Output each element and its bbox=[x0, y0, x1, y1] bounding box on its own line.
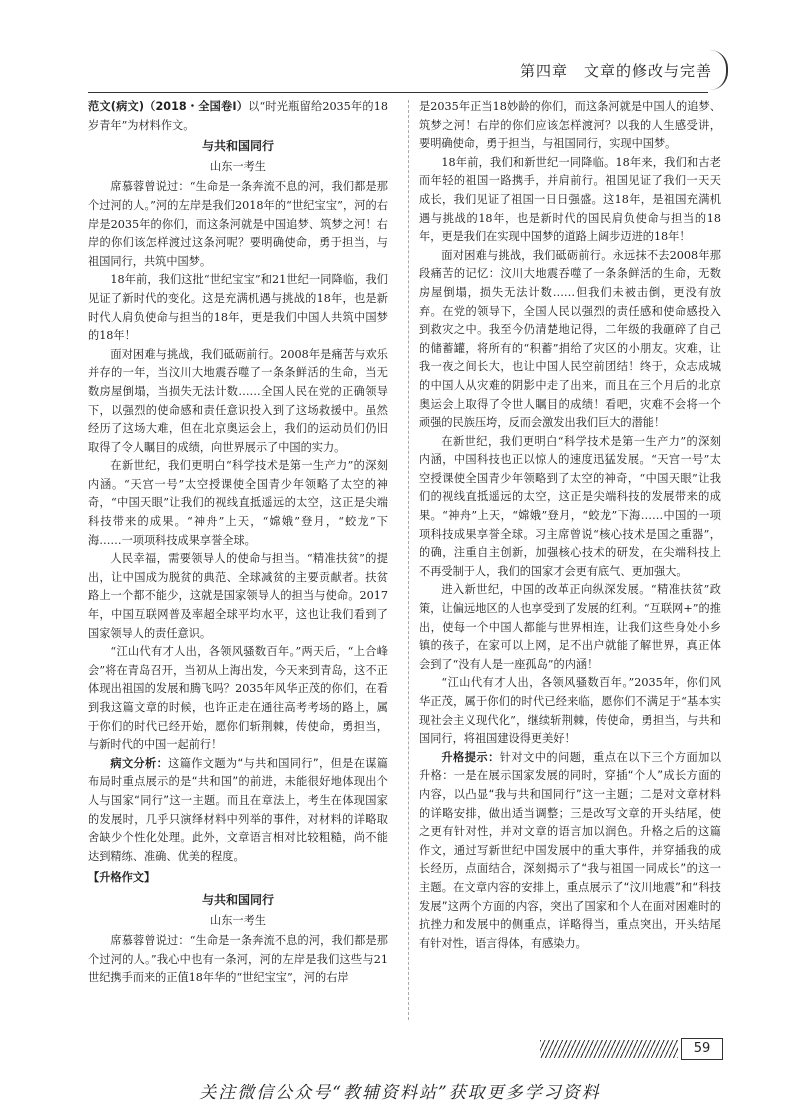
left-column bbox=[88, 98, 388, 988]
hint-paragraph bbox=[419, 749, 721, 954]
header-rule bbox=[88, 92, 708, 93]
essay1-paragraph: 面对困难与挑战，我们砥砺前行。2008年是痛苦与欢乐并存的一年，当汶川大地震吞噬了一条条鲜活的生命，当无数房屋倒塌，当损失无法计数……全国人民在党的正确领导下，以强烈的使命感和责任意识投入到了这场救援中。虽然经历了这场大难，但在北京奥运会上，我们的运动员们仍旧取得了令人瞩目的成绩，向世界展示了中国的实力。 bbox=[88, 347, 388, 454]
header-bracket-decoration bbox=[710, 50, 728, 90]
essay2-paragraph: 18年前，我们和新世纪一同降临。18年来，我们和古老而年轻的祖国一路携手，并肩前行。祖国见证了我们一天天成长，我们见证了祖国一日日强盛。这18年，是祖国充满机遇与挑战的18年，也是新时代的国民肩负使命与担当的18年，更是我们在实现中国梦的道路上阔步迈进的18年！ bbox=[419, 155, 721, 244]
essay2-paragraph: 进入新世纪，中国的改革正向纵深发展。“精准扶贫”政策，让偏远地区的人也享受到了发展的红利。“互联网+”的推出，使每一个中国人都能与世界相连，让我们这些身处小乡镇的孩子，在家可以上网，足不出户就能了解世界，真正体会到了“没有人是一座孤岛”的内涵！ bbox=[419, 583, 721, 671]
analysis-label: 病文分析： bbox=[110, 756, 169, 770]
essay2-paragraph: “江山代有才人出，各领风骚数百年。”2035年，你们风华正茂，属于你们的时代已经来临，愿你们不满足于“基本实现社会主义现代化”，继续斩荆棘，传使命，勇担当，与共和国同行，将祖国建设得更美好！ bbox=[419, 676, 721, 746]
footer-note: 关注微信公众号“教辅资料站”获取更多学习资料 bbox=[199, 1083, 601, 1103]
intro-text: 以“时光瓶留给2035年的18岁青年”为材料作文。 bbox=[88, 100, 388, 132]
essay1-paragraph: 席慕蓉曾说过：“生命是一条奔流不息的河，我们都是那个过河的人。”河的左岸是我们2018年的“世纪宝宝”，河的右岸是2035年的你们，而这条河就是中国追梦、筑梦之河！右岸的你们该怎样渡过这条河呢？要明确使命，勇于担当，与祖国同行，共筑中国梦。 bbox=[88, 180, 388, 268]
analysis-paragraph bbox=[88, 755, 388, 867]
intro-source: （2018・全国卷Ⅰ） bbox=[143, 100, 249, 113]
column-divider bbox=[408, 100, 409, 1020]
essay1-paragraph: 在新世纪，我们更明白“科学技术是第一生产力”的深刻内涵。“天宫一号”太空授课使全国青少年领略了太空的神奇，“中国天眼”让我们的视线直抵遥远的太空，这正是尖端科技带来的成果。“神舟”上天，“嫦娥”登月，“蛟龙”下海……一项项科技成果享誉全球。 bbox=[88, 459, 388, 547]
essay2-title: 与共和国同行 bbox=[201, 892, 274, 907]
essay2-paragraph: 席慕蓉曾说过：“生命是一条奔流不息的河，我们都是那个过河的人。”我心中也有一条河，河的左岸是我们这些与21世纪携手而来的正值18年华的“世纪宝宝”，河的右岸 bbox=[88, 934, 388, 985]
essay2-author: 山东一考生 bbox=[210, 913, 266, 927]
chapter-header: 第四章 文章的修改与完善 bbox=[519, 62, 712, 80]
essay1-paragraph: 人民幸福，需要领导人的使命与担当。“精准扶贫”的提出，让中国成为脱贫的典范、全球减贫的主要贡献者。扶贫路上一个都不能少，这就是国家领导人的担当与使命。2017年，中国互联网普及率超全球平均水平，这也让我们看到了国家领导人的责任意识。 bbox=[88, 552, 388, 640]
essay2-paragraph: 在新世纪，我们更明白“科学技术是第一生产力”的深刻内涵，中国科技也正以惊人的速度迅猛发展。“天宫一号”太空授课使全国青少年领略到了太空的神奇，“中国天眼”让我们的视线直抵遥远的太空，这正是尖端科技的发展带来的成果。“神舟”上天，“嫦娥”登月，“蛟龙”下海……中国的一项项科技成果享誉全球。习主席曾说“核心技术是国之重器”，的确，注重自主创新，加强核心技术的研发，在尖端科技上不再受制于人，我们的国家才会更有底气、更加强大。 bbox=[419, 434, 721, 578]
upgrade-section-label: 【升格作文】 bbox=[88, 871, 156, 885]
essay1-title: 与共和国同行 bbox=[201, 139, 274, 154]
hint-text: 针对文中的问题，重点在以下三个方面加以升格：一是在展示国家发展的同时，穿插“个人”成长方面的内容，以凸显“我与共和国同行”这一主题；二是对文章材料的详略安排，做出适当调整；三是改写文章的开头结尾，使之更有针对性，并对文章的语言加以润色。升格之后的这篇作文，通过写新世纪中国发展中的重大事件，并穿插我的成长经历，点面结合，深刻揭示了“我与祖国一同成长”的这一主题。在文章内容的安排上，重点展示了“汶川地震”和“科技发展”这两个方面的内容，突出了国家和个人在面对困难时的抗挫力和发展中的侧重点，详略得当，重点突出，开头结尾有针对性，语言得体，有感染力。 bbox=[419, 750, 721, 950]
essay1-paragraph: “江山代有才人出，各领风骚数百年。”两天后，“上合峰会”将在青岛召开，当初从上海出发，今天来到青岛，这不正体现出祖国的发展和腾飞吗？2035年风华正茂的你们，在看到我这篇文章的时候，也许正走在通往高考考场的路上，属于你们的时代已经开始，愿你们斩荆棘，传使命，勇担当，与新时代的中国一起前行！ bbox=[88, 645, 388, 752]
page-number-stripes bbox=[540, 1040, 678, 1058]
essay2-paragraph: 面对困难与挑战，我们砥砺前行。永远抹不去2008年那段痛苦的记忆：汶川大地震吞噬了一条条鲜活的生命，无数房屋倒塌，损失无法计数……但我们未被击倒，更没有放弃。在党的领导下，全国人民以强烈的责任感和使命感投入到救灾之中。我至今仍清楚地记得，二年级的我砸碎了自己的储蓄罐，将所有的“积蓄”捐给了灾区的小朋友。灾难，让我一夜之间长大，也让中国人民空前团结！终于，众志成城的中国人从灾难的阴影中走了出来，而且在三个月后的北京奥运会上取得了令世人瞩目的成绩！看吧，灾难不会将一个顽强的民族压垮，反而会激发出我们巨大的潜能！ bbox=[419, 248, 721, 430]
essay1-author: 山东一考生 bbox=[210, 159, 266, 173]
page-number: 59 bbox=[681, 1038, 723, 1060]
intro-line bbox=[88, 98, 388, 135]
intro-label: 范文(病文) bbox=[88, 100, 144, 113]
right-column bbox=[419, 98, 721, 953]
essay2-paragraph: 是2035年正当18妙龄的你们，而这条河就是中国人的追梦、筑梦之河！右岸的你们应该怎样渡河？以我的人生感受讲，要明确使命，勇于担当，与祖国同行，实现中国梦。 bbox=[419, 100, 721, 151]
analysis-text: 这篇作文题为“与共和国同行”，但是在谋篇布局时重点展示的是“共和国”的前进，未能很好地体现出个人与国家“同行”这一主题。而且在章法上，考生在体现国家的发展时，几乎只演绎材料中列举的事件，对材料的详略取舍缺少个性化处理。此外，文章语言相对比较粗糙，尚不能达到精练、准确、优美的程度。 bbox=[88, 756, 388, 863]
essay1-paragraph: 18年前，我们这批“世纪宝宝”和21世纪一同降临，我们见证了新时代的变化。这是充满机遇与挑战的18年，也是新时代人肩负使命与担当的18年，更是我们中国人共筑中国梦的18年！ bbox=[88, 273, 388, 343]
hint-label: 升格提示： bbox=[441, 750, 500, 764]
